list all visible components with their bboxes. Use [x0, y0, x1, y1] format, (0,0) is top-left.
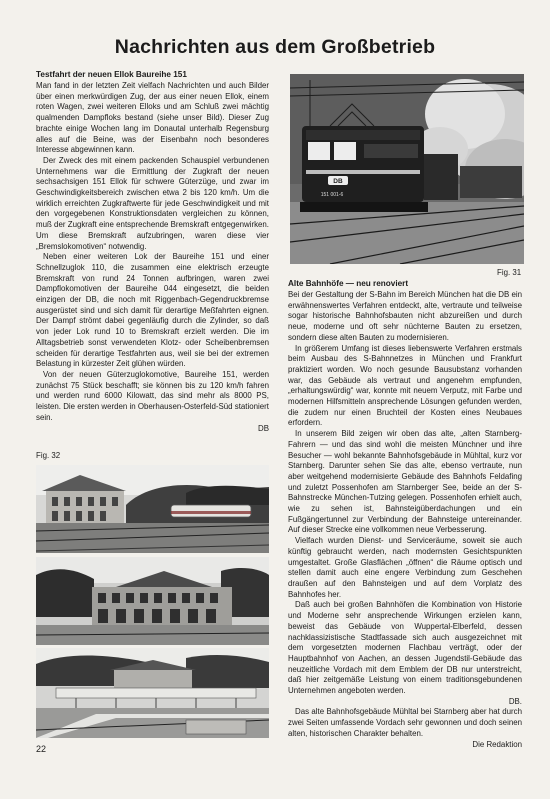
photo-locomotive-151 [290, 74, 524, 264]
article-paragraph: Man fand in der letzten Zeit vielfach Nachrichten und auch Bilder über einen merkwürdigen Zug, der aus einer neuen Ellok, einem roten Wagen, zwei weiteren Elloks und am Schluß zwei mächtig qualmenden Dampfloks bestand (siehe unser Bild). Dieser Zug brachte einige Wochen lang im Donautal unterhalb Regensburg alles auf die Beine, was der Eisenbahn noch besonderes Interesse abgewinnen kann. [36, 81, 269, 155]
article-paragraph: Vielfach wurden Dienst- und Serviceräume, soweit sie auch künftig gebraucht werden, nach modernsten Gesichtspunkten umgestaltet. Große Glasflächen „öffnen“ die Räume optisch und stellen damit auch eine engere Verbindung zum Geschehen draußen auf den Bahnsteigen und auf dem Vorplatz des Bahnhofes her. [288, 536, 522, 599]
locomotive-logo: DB [333, 178, 343, 185]
article-bahnhoefe [288, 279, 522, 750]
figure-caption: Fig. 31 [497, 268, 522, 277]
photo-station-possenhofen [36, 648, 269, 738]
article-testfahrt [36, 70, 269, 434]
article-heading: Testfahrt der neuen Ellok Baureihe 151 [36, 70, 187, 79]
page-number: 22 [36, 744, 47, 754]
photo-station-muehltal [36, 465, 269, 553]
article-heading: Alte Bahnhöfe — neu renoviert [288, 279, 409, 288]
article-signature: DB [258, 423, 269, 433]
article-paragraph: Das alte Bahnhofsgebäude Mühltal bei Starnberg aber hat durch zwei Seiten umfassende Vordach sehr gewonnen und doch seinen alten, historischen Charakter behalten. [288, 707, 522, 738]
article-paragraph: Der Zweck des mit einem packenden Schauspiel verbundenen Unternehmens war die Ermittlung der Zugkraft der neuen sechsachsigen 151 Ellok für schwere Güterzüge, und zwar im Geschwindigkeitsbereich zwischen etwa 2 bis 120 km/h. Um die wirklich erreichten Zugkraftwerte für jede Geschwindigkeit und mit den vorgegebenen Konstruktionsdaten vergleichen zu können, muß der Zugkraft eine entsprechende Bremskraft entgegenwirken. Um diese Bremskraft aufzubringen, waren diese vier „Bremslokomotiven“ notwendig. [36, 155, 269, 251]
figure-caption: Fig. 32 [36, 451, 61, 460]
article-paragraph: Daß auch bei großen Bahnhöfen die Kombination von Historie und Moderne sehr ansprechende Wirkungen erzielen kann, beweist das Gebäude von Wuppertal-Elberfeld, dessen nachklassizistische Stadtfassade sich auch ausgezeichnet mit dem vorgesetzten modernen Flachbau verträgt, oder der Hauptbahnhof von Aachen, an dessen Jugendstil-Gebäude das neuzeitliche Vordach mit dem Emblem der DB nur unterstreicht, daß hier zeitgemäße Leistung von einem traditionsgebundenen Unternehmen angeboten werden. [288, 600, 522, 696]
article-paragraph: Bei der Gestaltung der S-Bahn im Bereich München hat die DB ein erwähnenswertes Verfahren entdeckt, alte, vertraute und teilweise sogar historische Bahnhofsbauten nicht abzureißen und durch neue, moderne und oft sehr nüchterne Bauten zu ersetzen, sondern diese alten Bauten zu modernisieren. [288, 290, 522, 342]
article-paragraph: In unserem Bild zeigen wir oben das alte, „alten Starnberg-Fahrern — und das sind wohl die meisten Münchner und ihre Besucher — wohl bekannte Bahnhofsgebäude in Mühltal, kurz vor Starnberg. Darunter sehen Sie das alte, ebenso vertraute, nun aber weitgehend modernisierte Gebäude des Bahnhofs Feldafing und zuletzt Possenhofen am Starnberger See, beide an der S-Bahnstrecke München-Tutzing gelegen. Possenhofen erhielt auch, wie zu sehen ist, Bahnsteigüberdachungen und ein Fußgängertunnel zur Verbindung der Bahnsteige untereinander. Auf dieser Strecke eine vollkommen neue Verbesserung. [288, 429, 522, 535]
article-paragraph: Neben einer weiteren Lok der Baureihe 151 und einer Schnellzuglok 110, die zusammen eine elektrisch erzeugte Bremskraft von rund 24 Tonnen aufbringen, waren zwei Dampflokomotiven der Baureihe 044 eingesetzt, die beiden einzigen der DB, die noch mit Riggenbach-Gegendruckbremse ausgerüstet sind und sich damit für derartige Meßfahrten eignen. Der Dampf strömt dabei gegenläufig durch die Zylinder, so daß von jeder Lok rund 10 to Bremskraft erzielt werden. Die im Alltagsbetrieb sonst verwendeten Klotz- oder Scheibenbremsen scheiden für derartige Testfahrten aus, weil sie bei der extremen Belastung in kürzester Zeit glühen würden. [36, 252, 269, 369]
locomotive-plate: 151 001-6 [320, 192, 344, 198]
article-paragraph: In größerem Umfang ist dieses liebenswerte Verfahren erstmals beim Ausbau des S-Bahnnetzes in München und Frankfurt praktiziert worden. Wo noch gesunde Bausubstanz vorhanden war, das Gebäude als vertraut und angenehm empfunden, „erhaltungswürdig“ war, konnte mit neuem Verputz, mit Farbe und modernen Hilfsmitteln ansprechende Lösungen gefunden werden, die zudem nur einen Bruchteil der Kosten eines Neubaues erfordern. [288, 343, 522, 428]
page-title: Nachrichten aus dem Großbetrieb [114, 36, 436, 58]
article-signature: Die Redaktion [472, 739, 522, 749]
photo-station-feldafing [36, 557, 269, 645]
article-signature-db: DB. [508, 696, 522, 706]
article-paragraph: Von der neuen Güterzuglokomotive, Baureihe 151, werden zunächst 75 Stück beschafft; sie können bis zu 120 km/h fahren und werden rund 6000 Kilowatt, das sind mehr als 8000 PS, leisten. Die ersten werden in Oberhausen-Osterfeld-Süd stationiert sein. [36, 369, 269, 422]
